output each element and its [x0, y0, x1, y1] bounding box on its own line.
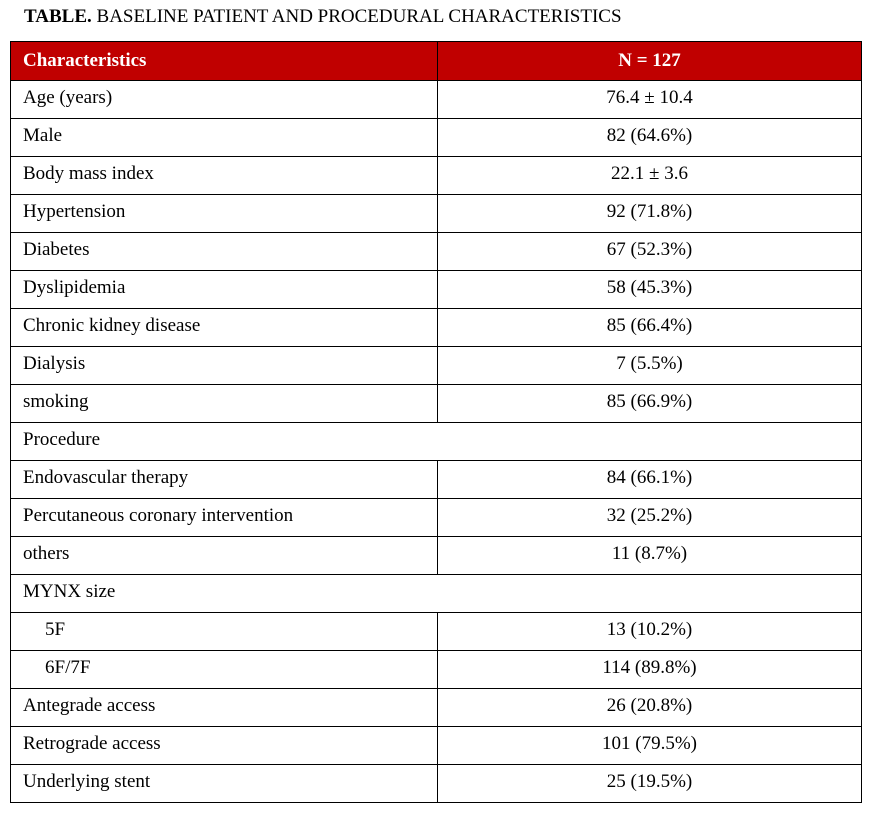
row-value: 11 (8.7%): [438, 537, 862, 575]
row-label: Body mass index: [11, 157, 438, 195]
table-row: [11, 765, 862, 803]
header-characteristics: Characteristics: [11, 42, 438, 81]
row-label: Age (years): [11, 81, 438, 119]
table-row: [11, 119, 862, 157]
table-row: [11, 461, 862, 499]
table-row: [11, 651, 862, 689]
table-row: [11, 233, 862, 271]
row-value: 76.4 ± 10.4: [438, 81, 862, 119]
table-title-label: TABLE.: [24, 6, 92, 27]
row-value: 92 (71.8%): [438, 195, 862, 233]
table-row: [11, 499, 862, 537]
characteristics-table: [10, 41, 862, 803]
header-n-total: N = 127: [438, 42, 862, 81]
row-value: 7 (5.5%): [438, 347, 862, 385]
row-label: Dialysis: [11, 347, 438, 385]
row-label: Dyslipidemia: [11, 271, 438, 309]
row-label: Male: [11, 119, 438, 157]
row-value: 13 (10.2%): [438, 613, 862, 651]
row-value: 26 (20.8%): [438, 689, 862, 727]
row-label: Chronic kidney disease: [11, 309, 438, 347]
table-row: [11, 195, 862, 233]
row-label: smoking: [11, 385, 438, 423]
row-label: Percutaneous coronary intervention: [11, 499, 438, 537]
row-label: Antegrade access: [11, 689, 438, 727]
row-label: Underlying stent: [11, 765, 438, 803]
table-row: [11, 309, 862, 347]
row-label: Endovascular therapy: [11, 461, 438, 499]
row-value: 85 (66.4%): [438, 309, 862, 347]
row-label: Retrograde access: [11, 727, 438, 765]
table-row: [11, 689, 862, 727]
row-value: 85 (66.9%): [438, 385, 862, 423]
table-row: [11, 347, 862, 385]
table-row: [11, 81, 862, 119]
table-row: [11, 157, 862, 195]
row-label: 6F/7F: [11, 651, 438, 689]
table-row: [11, 613, 862, 651]
row-value: 32 (25.2%): [438, 499, 862, 537]
row-value: 58 (45.3%): [438, 271, 862, 309]
row-value: 22.1 ± 3.6: [438, 157, 862, 195]
table-title-text: BASELINE PATIENT AND PROCEDURAL CHARACTERISTICS: [91, 6, 622, 27]
table-row: [11, 537, 862, 575]
table-row: [11, 385, 862, 423]
table-row: [11, 727, 862, 765]
table-header-row: [11, 42, 862, 81]
row-label: others: [11, 537, 438, 575]
row-value: 84 (66.1%): [438, 461, 862, 499]
row-value: 67 (52.3%): [438, 233, 862, 271]
table-row: [11, 271, 862, 309]
row-value: 82 (64.6%): [438, 119, 862, 157]
table-title: [24, 5, 622, 29]
row-value: 25 (19.5%): [438, 765, 862, 803]
table-section-row: [11, 575, 862, 613]
table-section-row: [11, 423, 862, 461]
section-label: Procedure: [11, 423, 862, 461]
row-label: Diabetes: [11, 233, 438, 271]
row-label: 5F: [11, 613, 438, 651]
row-value: 114 (89.8%): [438, 651, 862, 689]
section-label: MYNX size: [11, 575, 862, 613]
row-value: 101 (79.5%): [438, 727, 862, 765]
table-body: [11, 81, 862, 803]
row-label: Hypertension: [11, 195, 438, 233]
